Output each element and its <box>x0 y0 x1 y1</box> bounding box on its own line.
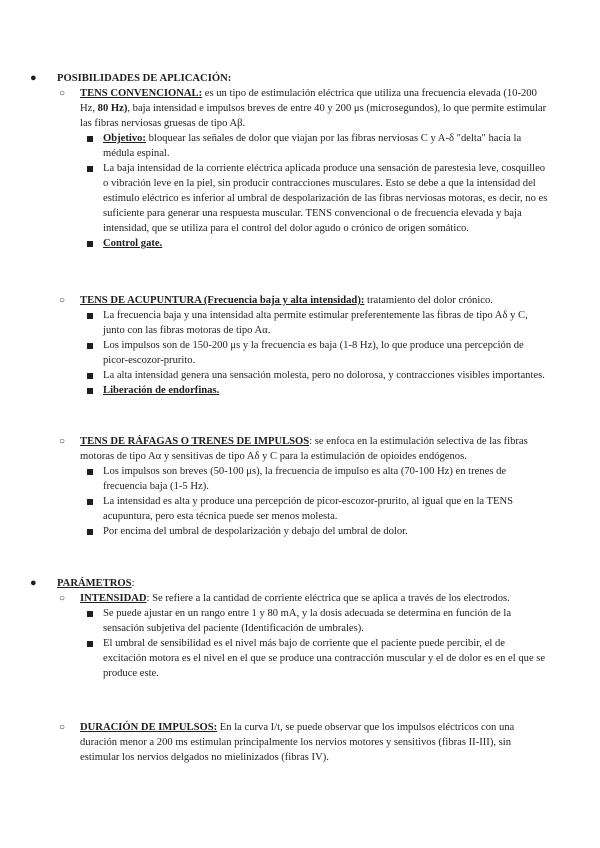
level1-item: ● PARÁMETROS: <box>30 577 135 589</box>
bullet-square <box>87 388 93 394</box>
tens-convencional-item <box>0 86 600 131</box>
bullet-square <box>87 166 93 172</box>
bullet-square <box>87 373 93 379</box>
section-heading: POSIBILIDADES DE APLICACIÓN: <box>57 73 232 84</box>
list-item: La alta intensidad genera una sensación molesta, pero no dolorosa, y contracciones visibles importantes. <box>0 368 600 383</box>
list-item: La frecuencia baja y una intensidad alta permite estimular preferentemente las fibras de tipo Aδ y C, junto con las fibras motoras de tipo Aα. <box>0 308 600 338</box>
list-item: Liberación de endorfinas. <box>0 383 600 398</box>
bullet-square <box>87 241 93 247</box>
level1-item <box>0 71 600 86</box>
bullet-dot: ● <box>30 72 37 84</box>
bullet-square <box>87 469 93 475</box>
list-item: Los impulsos son breves (50-100 μs), la frecuencia de impulso es alta (70-100 Hz) en trenes de frecuencia baja (1-5 Hz). <box>0 464 600 494</box>
bullet-square <box>87 136 93 142</box>
bullet-square <box>87 313 93 319</box>
list-item: La baja intensidad de la corriente eléctrica aplicada produce una sensación de parestesia leve, cosquilleo o vibración leve en la piel, sin producir contracciones musculares. Esto se debe a que la intensidad del estímulo eléctrico es inferior al umbral de despolarización de las fibras nerviosas motoras, es decir, no es suficiente para generar una respuesta muscular. TENS convencional o de frecuencia elevada y baja intensidad, que se utiliza para el control del dolor agudo o crónico de origen somático. <box>0 161 600 236</box>
intensidad-item: ○ INTENSIDAD: Se refiere a la cantidad de corriente eléctrica que se aplica a través de los electrodos. <box>59 593 510 604</box>
subheading: TENS DE RÁFAGAS O TRENES DE IMPULSOS <box>80 436 310 447</box>
subheading: INTENSIDAD <box>80 593 147 604</box>
tens-rafagas-item: ○ TENS DE RÁFAGAS O TRENES DE IMPULSOS: se enfoca en la estimulación selectiva de las fibras motoras de tipo Aα y sensitivas de tipo Aδ y C para la estimulación de opioides endógenos. <box>59 436 528 462</box>
bullet-square <box>87 343 93 349</box>
list-item: Se puede ajustar en un rango entre 1 y 80 mA, y la dosis adecuada se determina en función de la sensación subjetiva del paciente (Identificación de umbrales). <box>0 606 600 636</box>
section-posibilidades <box>0 71 600 251</box>
section-duracion <box>0 720 600 765</box>
section-tens-acupuntura <box>0 293 600 398</box>
bullet-circle: ○ <box>59 295 66 306</box>
section-tens-rafagas <box>0 434 600 539</box>
duracion-item: ○ DURACIÓN DE IMPULSOS: En la curva I/t, se puede observar que los impulsos eléctricos con una duración menor a 200 ms estimulan principalmente los nervios motores y sensitivos (fibras II-III), sin estimular los nervios delgados no mielinizados (fibras IV). <box>59 722 515 763</box>
subheading: DURACIÓN DE IMPULSOS: <box>80 722 218 733</box>
list-item: Control gate. <box>0 236 600 251</box>
list-item: El umbral de sensibilidad es el nivel más bajo de corriente que el paciente puede percibir, el de excitación motora es el nivel en el que se produce una contracción muscular y el de dolor es en el que se produce este. <box>0 636 600 681</box>
bullet-circle: ○ <box>59 593 66 604</box>
bullet-circle: ○ <box>59 88 66 99</box>
bullet-square <box>87 529 93 535</box>
tens-acupuntura-item: ○ TENS DE ACUPUNTURA (Frecuencia baja y alta intensidad): tratamiento del dolor crónico. <box>59 295 493 306</box>
subheading: TENS DE ACUPUNTURA (Frecuencia baja y alta intensidad): <box>80 295 365 306</box>
section-heading: PARÁMETROS <box>57 578 132 589</box>
list-item: Los impulsos son de 150-200 μs y la frecuencia es baja (1-8 Hz), lo que produce una percepción de picor-escozor-prurito. <box>0 338 600 368</box>
bullet-circle: ○ <box>59 436 66 447</box>
bullet-square <box>87 611 93 617</box>
bullet-square <box>87 641 93 647</box>
list-item: La intensidad es alta y produce una percepción de picor-escozor-prurito, al igual que en la TENS acupuntura, pero esta técnica puede ser menos molesta. <box>0 494 600 524</box>
bullet-dot: ● <box>30 577 37 589</box>
section-parametros <box>0 576 600 681</box>
subheading: TENS CONVENCIONAL: <box>80 88 203 99</box>
list-item: Por encima del umbral de despolarización y debajo del umbral de dolor. <box>0 524 600 539</box>
bullet-circle: ○ <box>59 722 66 733</box>
list-item: Objetivo: bloquear las señales de dolor que viajan por las fibras nerviosas C y A-δ "delta" hacia la médula espinal. <box>0 131 600 161</box>
tens-convencional-text: TENS CONVENCIONAL: es un tipo de estimulación eléctrica que utiliza una frecuencia elevada (10-200 Hz, 80 Hz), baja intensidad e impulsos breves de entre 40 y 200 μs (microsegundos), lo que permite estimular las fibras nerviosas gruesas de tipo Aβ. <box>80 88 547 129</box>
bullet-square <box>87 499 93 505</box>
